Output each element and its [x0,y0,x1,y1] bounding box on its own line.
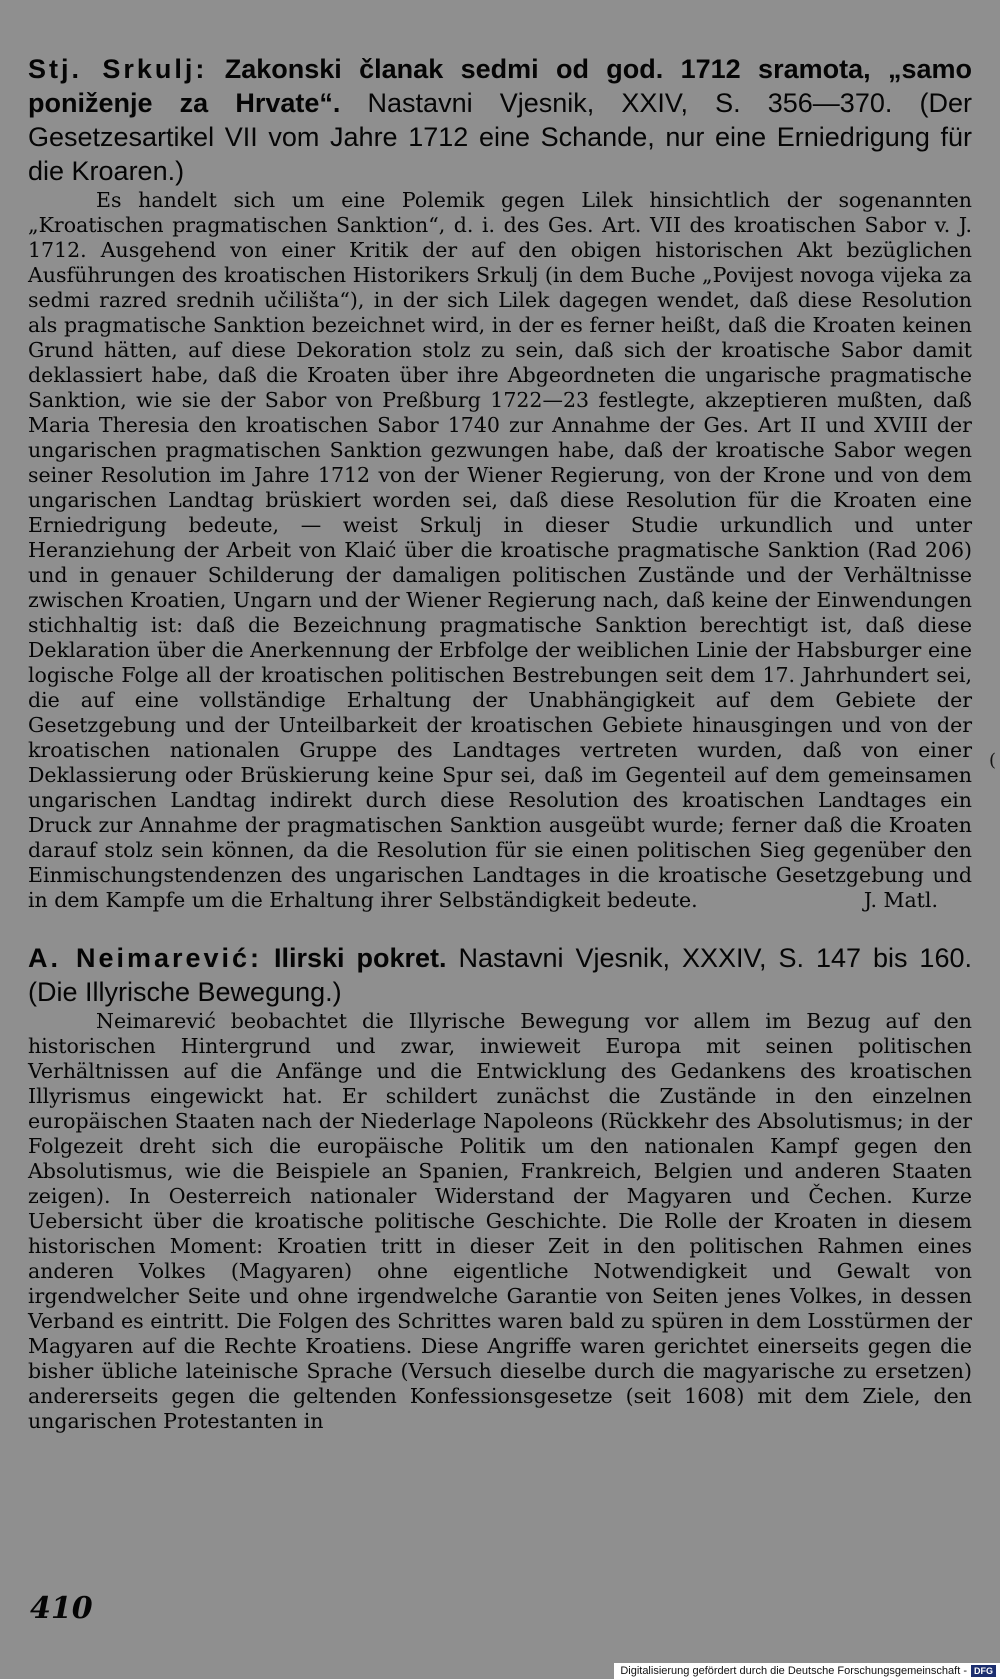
entry-heading [28,941,972,1009]
margin-mark: ( [989,750,997,771]
entry-body-text: Neimarević beobachtet die Illyrische Bewegung vor allem im Bezug auf den historischen Hintergrund und zwar, inwieweit Europa mit seinen politischen Verhältnissen auf die Anfänge und die Entwicklung des Gedankens des kroatischen Illyrismus eingewickt hat. Er schildert zunächst die Zustände in den einzelnen europäischen Staaten nach der Niederlage Napoleons (Rückkehr des Absolutismus; in der Folgezeit dreht sich die europäische Politik um den nationalen Kampf gegen den Absolutismus, wie die Beispiele an Spanien, Frankreich, Belgien und anderen Staaten zeigen). In Oesterreich nationaler Widerstand der Magyaren und Čechen. Kurze Uebersicht über die kroatische politische Geschichte. Die Rolle der Kroaten in diesem historischen Moment: Kroatien tritt in dieser Zeit in den politischen Rahmen eines anderen Volkes (Magyaren) ohne eigentliche Notwendigkeit und Gewalt von irgendwelcher Seite und ohne irgendwelche Garantie von Seiten jenes Volkes, in dessen Verband es eintritt. Die Folgen des Schrittes waren bald zu spüren in dem Losstürmen der Magyaren auf die Rechte Kroatiens. Diese Angriffe waren gerichtet einerseits gegen die bisher übliche lateinische Sprache (Versuch dieselbe durch die magyarische zu ersetzen) andererseits gegen die geltenden Konfessionsgesetze (seit 1608) mit dem Ziele, den ungarischen Protestanten in [28,1009,972,1433]
entry-title: Ilirski pokret. [274,943,447,973]
entry-body [28,1009,972,1434]
entry-body [28,188,972,913]
document-page [28,52,972,1434]
digitization-credit [614,1663,1000,1679]
review-entry-srkulj [28,52,972,913]
page-number: 410 [30,1591,93,1626]
entry-heading [28,52,972,188]
dfg-logo-icon: DFG [971,1665,996,1677]
reviewer-signoff: J. Matl. [863,888,938,912]
entry-reference: Nastavni Vjesnik, XXXIV, S. 147 bis 160. (Die Illyrische Bewegung.) [28,943,972,1007]
entry-body-text: Es handelt sich um eine Polemik gegen Lilek hinsichtlich der sogenannten „Kroatischen pragmatischen Sanktion“, d. i. des Ges. Art. VII des kroatischen Sabor v. J. 1712. Ausgehend von einer Kritik der auf den obigen historischen Akt bezüglichen Ausführungen des kroatischen Historikers Srkulj (in dem Buche „Povijest novoga vijeka za sedmi razred srednih učilišta“), in der sich Lilek dagegen wendet, daß diese Resolution als pragmatische Sanktion bezeichnet wird, in der es ferner heißt, daß die Kroaten keinen Grund hätten, auf diese Dekoration stolz zu sein, daß sich der kroatische Sabor damit deklassiert habe, daß die Kroaten über ihre Abgeordneten die ungarische pragmatische Sanktion, wie sie der Sabor von Preßburg 1722—23 festlegte, akzeptieren mußten, daß Maria Theresia den kroatischen Sabor 1740 zur Annahme der Ges. Art II und XVIII der ungarischen pragmatischen Sanktion gezwungen habe, daß der kroatische Sabor wegen seiner Resolution im Jahre 1712 von der Wiener Regierung, von der Krone und von dem ungarischen Landtag brüskiert worden sei, daß diese Resolution für die Kroaten eine Erniedrigung bedeute, — weist Srkulj in dieser Studie urkundlich und unter Heranziehung der Arbeit von Klaić über die kroatische pragmatische Sanktion (Rad 206) und in genauer Schilderung der damaligen politischen Zustände und der Verhältnisse zwischen Kroatien, Ungarn und der Wiener Regierung nach, daß keine der Einwendungen stichhaltig ist: daß die Bezeichnung pragmatische Sanktion berechtigt ist, daß diese Deklaration über die Anerkennung der Erbfolge der weiblichen Linie der Habsburger eine logische Folge all der kroatischen politischen Bestrebungen seit dem 17. Jahrhundert sei, die auf eine vollständige Erhaltung der Unabhängigkeit auf dem Gebiete der Gesetzgebung und der Unteilbarkeit der kroatischen Gebiete hinausgingen und von der kroatischen nationalen Gruppe des Landtages vertreten wurden, daß von einer Deklassierung oder Brüskierung keine Spur sei, daß im Gegenteil auf dem gemeinsamen ungarischen Landtag indirekt durch diese Resolution des kroatischen Landtages ein Druck zur Annahme der pragmatischen Sanktion ausgeübt wurde; ferner daß die Kroaten darauf stolz sein können, da die Resolution für sie einen politischen Sieg gegenüber den Einmischungstendenzen des ungarischen Landtages in die kroatische Gesetzgebung und in dem Kampfe um die Erhaltung ihrer Selbständigkeit bedeute. [28,188,972,912]
entry-reference: Nastavni Vjesnik, XXIV, S. 356—370. (Der Gesetzesartikel VII vom Jahre 1712 eine Schande, nur eine Erniedrigung für die Kroaren.) [28,88,973,186]
review-entry-neimarevic [28,941,972,1434]
credit-text: Digitalisierung gefördert durch die Deutsche Forschungsgemeinschaft - [620,1665,967,1677]
entry-author: A. Neimarević: [28,943,263,973]
entry-author: Stj. Srkulj: [28,54,208,84]
entry-title: Zakonski članak sedmi od god. 1712 sramota, „samo poniženje za Hrvate“. [28,54,972,118]
